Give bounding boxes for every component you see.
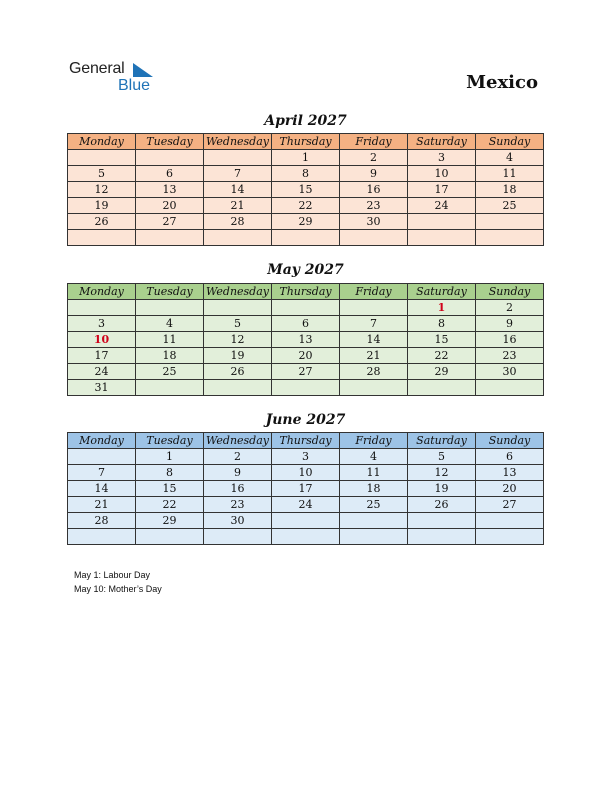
week-row <box>68 513 544 529</box>
weekday-header-row <box>68 284 544 300</box>
week-row <box>68 348 544 364</box>
weekday-header: Sunday <box>476 433 544 449</box>
month-title: June 2027 <box>265 412 346 428</box>
day-cell <box>204 380 272 396</box>
day-cell: 18 <box>476 182 544 198</box>
day-cell: 2 <box>340 150 408 166</box>
day-cell: 21 <box>68 497 136 513</box>
day-cell <box>204 300 272 316</box>
day-cell: 27 <box>272 364 340 380</box>
day-cell: 27 <box>136 214 204 230</box>
day-cell <box>136 230 204 246</box>
day-cell: 29 <box>272 214 340 230</box>
day-cell: 17 <box>272 481 340 497</box>
day-cell <box>340 529 408 545</box>
day-cell: 19 <box>408 481 476 497</box>
day-cell <box>68 150 136 166</box>
day-cell: 16 <box>476 332 544 348</box>
day-cell: 7 <box>68 465 136 481</box>
day-cell: 13 <box>476 465 544 481</box>
day-cell: 12 <box>68 182 136 198</box>
day-cell <box>408 380 476 396</box>
week-row <box>68 166 544 182</box>
day-cell: 13 <box>272 332 340 348</box>
day-cell: 25 <box>340 497 408 513</box>
day-cell: 6 <box>272 316 340 332</box>
week-row <box>68 198 544 214</box>
day-cell: 25 <box>476 198 544 214</box>
day-cell <box>408 529 476 545</box>
week-row <box>68 481 544 497</box>
day-cell: 7 <box>340 316 408 332</box>
weekday-header: Friday <box>340 134 408 150</box>
day-cell <box>340 230 408 246</box>
day-cell: 18 <box>340 481 408 497</box>
day-cell <box>272 513 340 529</box>
day-cell: 14 <box>68 481 136 497</box>
day-cell: 20 <box>136 198 204 214</box>
day-cell <box>272 380 340 396</box>
day-cell <box>272 300 340 316</box>
weekday-header-row <box>68 433 544 449</box>
day-cell: 3 <box>408 150 476 166</box>
day-cell: 12 <box>204 332 272 348</box>
day-cell: 10 <box>68 332 136 348</box>
day-cell: 6 <box>136 166 204 182</box>
day-cell <box>476 380 544 396</box>
weekday-header: Monday <box>68 284 136 300</box>
week-row <box>68 449 544 465</box>
day-cell: 14 <box>204 182 272 198</box>
day-cell: 4 <box>476 150 544 166</box>
day-cell <box>204 150 272 166</box>
week-row <box>68 380 544 396</box>
day-cell: 16 <box>204 481 272 497</box>
day-cell: 23 <box>204 497 272 513</box>
day-cell: 13 <box>136 182 204 198</box>
day-cell <box>340 513 408 529</box>
day-cell: 26 <box>68 214 136 230</box>
day-cell: 15 <box>408 332 476 348</box>
day-cell <box>68 529 136 545</box>
day-cell: 29 <box>408 364 476 380</box>
logo-text-general: General <box>69 60 125 77</box>
day-cell: 20 <box>272 348 340 364</box>
weekday-header: Wednesday <box>204 433 272 449</box>
day-cell: 26 <box>204 364 272 380</box>
day-cell <box>68 230 136 246</box>
day-cell <box>272 230 340 246</box>
day-cell: 26 <box>408 497 476 513</box>
day-cell: 24 <box>68 364 136 380</box>
day-cell <box>476 513 544 529</box>
weekday-header: Thursday <box>272 433 340 449</box>
day-cell: 9 <box>476 316 544 332</box>
day-cell: 1 <box>136 449 204 465</box>
day-cell: 1 <box>272 150 340 166</box>
day-cell: 8 <box>408 316 476 332</box>
day-cell: 8 <box>272 166 340 182</box>
day-cell <box>68 449 136 465</box>
week-row <box>68 214 544 230</box>
day-cell: 27 <box>476 497 544 513</box>
day-cell: 28 <box>340 364 408 380</box>
day-cell: 11 <box>136 332 204 348</box>
weekday-header: Friday <box>340 284 408 300</box>
weekday-header: Friday <box>340 433 408 449</box>
weekday-header: Sunday <box>476 284 544 300</box>
week-row <box>68 182 544 198</box>
day-cell: 28 <box>68 513 136 529</box>
day-cell <box>476 214 544 230</box>
day-cell: 22 <box>272 198 340 214</box>
week-row <box>68 497 544 513</box>
day-cell: 17 <box>408 182 476 198</box>
holiday-note: May 1: Labour Day <box>74 570 151 580</box>
week-row <box>68 529 544 545</box>
day-cell: 12 <box>408 465 476 481</box>
day-cell: 19 <box>68 198 136 214</box>
day-cell: 3 <box>272 449 340 465</box>
day-cell: 9 <box>340 166 408 182</box>
day-cell: 10 <box>408 166 476 182</box>
weekday-header: Tuesday <box>136 134 204 150</box>
weekday-header: Tuesday <box>136 433 204 449</box>
day-cell: 11 <box>340 465 408 481</box>
weekday-header: Thursday <box>272 134 340 150</box>
logo-triangle-icon <box>133 63 153 77</box>
month-calendar-table <box>67 133 544 246</box>
day-cell: 30 <box>340 214 408 230</box>
day-cell: 16 <box>340 182 408 198</box>
day-cell <box>408 214 476 230</box>
day-cell <box>476 529 544 545</box>
holiday-note: May 10: Mother’s Day <box>74 584 162 594</box>
country-title: Mexico <box>466 72 538 93</box>
day-cell <box>408 230 476 246</box>
day-cell <box>136 529 204 545</box>
generalblue-logo <box>69 60 169 96</box>
day-cell: 31 <box>68 380 136 396</box>
day-cell <box>136 150 204 166</box>
weekday-header: Saturday <box>408 284 476 300</box>
week-row <box>68 316 544 332</box>
day-cell: 2 <box>476 300 544 316</box>
month-title: May 2027 <box>267 262 344 278</box>
weekday-header: Wednesday <box>204 134 272 150</box>
day-cell: 22 <box>408 348 476 364</box>
day-cell: 5 <box>408 449 476 465</box>
week-row <box>68 300 544 316</box>
day-cell: 1 <box>408 300 476 316</box>
weekday-header-row <box>68 134 544 150</box>
weekday-header: Monday <box>68 433 136 449</box>
day-cell <box>136 380 204 396</box>
weekday-header: Tuesday <box>136 284 204 300</box>
day-cell: 21 <box>204 198 272 214</box>
day-cell: 23 <box>476 348 544 364</box>
day-cell: 30 <box>476 364 544 380</box>
day-cell: 25 <box>136 364 204 380</box>
day-cell: 9 <box>204 465 272 481</box>
day-cell <box>204 529 272 545</box>
day-cell: 14 <box>340 332 408 348</box>
day-cell <box>68 300 136 316</box>
day-cell: 17 <box>68 348 136 364</box>
day-cell: 23 <box>340 198 408 214</box>
day-cell <box>340 300 408 316</box>
day-cell: 11 <box>476 166 544 182</box>
day-cell <box>408 513 476 529</box>
weekday-header: Sunday <box>476 134 544 150</box>
month-calendar-table <box>67 283 544 396</box>
day-cell: 15 <box>272 182 340 198</box>
weekday-header: Monday <box>68 134 136 150</box>
day-cell: 19 <box>204 348 272 364</box>
week-row <box>68 150 544 166</box>
day-cell: 22 <box>136 497 204 513</box>
day-cell: 21 <box>340 348 408 364</box>
week-row <box>68 364 544 380</box>
day-cell: 24 <box>272 497 340 513</box>
day-cell: 6 <box>476 449 544 465</box>
day-cell: 2 <box>204 449 272 465</box>
week-row <box>68 465 544 481</box>
day-cell: 5 <box>68 166 136 182</box>
day-cell: 30 <box>204 513 272 529</box>
logo-text-blue: Blue <box>118 77 151 94</box>
week-row <box>68 332 544 348</box>
day-cell <box>340 380 408 396</box>
month-title: April 2027 <box>264 113 347 129</box>
day-cell: 5 <box>204 316 272 332</box>
weekday-header: Saturday <box>408 433 476 449</box>
day-cell: 24 <box>408 198 476 214</box>
holiday-notes <box>74 568 162 596</box>
day-cell <box>204 230 272 246</box>
weekday-header: Saturday <box>408 134 476 150</box>
day-cell: 20 <box>476 481 544 497</box>
day-cell <box>476 230 544 246</box>
day-cell: 28 <box>204 214 272 230</box>
day-cell: 18 <box>136 348 204 364</box>
day-cell: 29 <box>136 513 204 529</box>
day-cell: 8 <box>136 465 204 481</box>
day-cell <box>136 300 204 316</box>
month-calendar-table <box>67 432 544 545</box>
day-cell: 3 <box>68 316 136 332</box>
week-row <box>68 230 544 246</box>
day-cell: 7 <box>204 166 272 182</box>
day-cell: 15 <box>136 481 204 497</box>
weekday-header: Wednesday <box>204 284 272 300</box>
day-cell <box>272 529 340 545</box>
day-cell: 4 <box>340 449 408 465</box>
day-cell: 4 <box>136 316 204 332</box>
weekday-header: Thursday <box>272 284 340 300</box>
day-cell: 10 <box>272 465 340 481</box>
